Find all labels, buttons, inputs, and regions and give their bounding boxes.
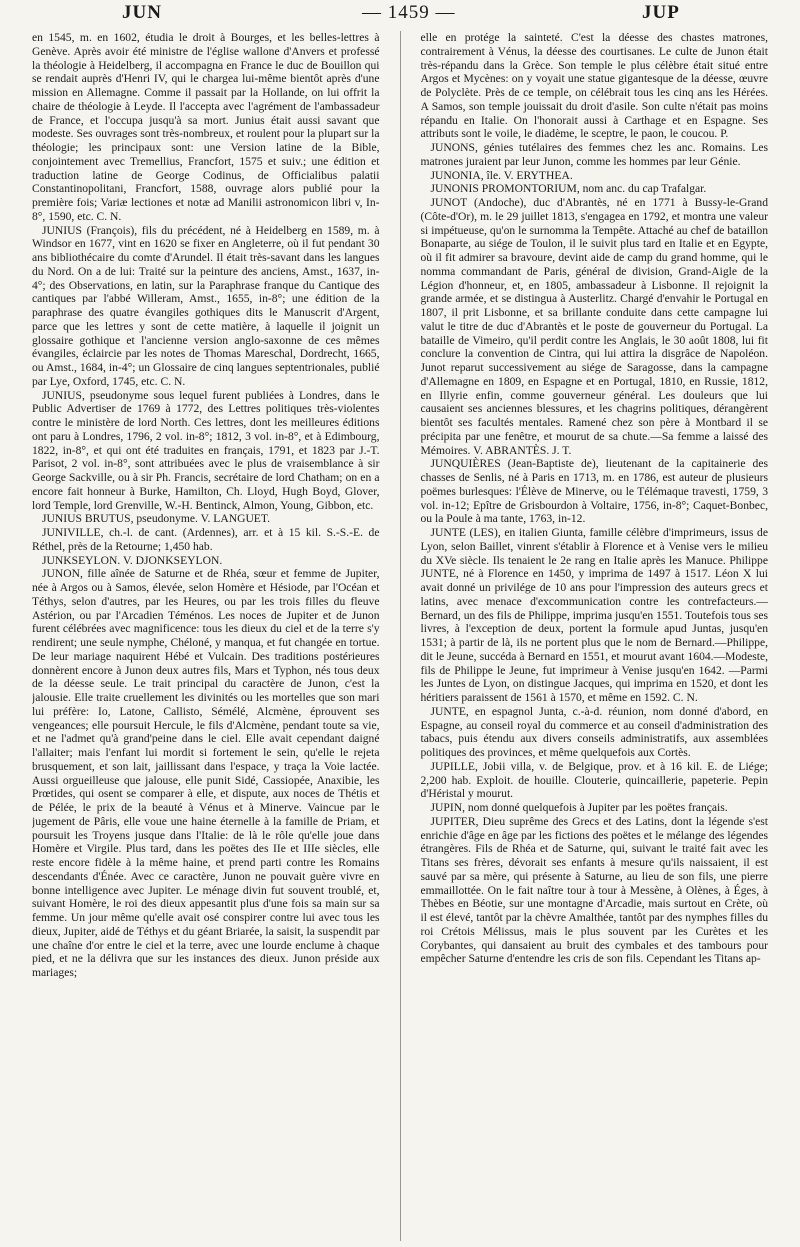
- two-column-body: [32, 31, 768, 1241]
- entry-paragraph: JUNONS, génies tutélaires des femmes chez les anc. Romains. Les matrones juraient par leur Junon, comme les hommes par leur Génie.: [420, 141, 768, 168]
- entry-paragraph: elle en protége la sainteté. C'est la déesse des chastes matrones, contrairement à Vénus, la déesse des courtisanes. Le culte de Junon était très-répandu dans la Grèce. Son temple le plus célèbre était situé entre Argos et Mycènes: on y voyait une statue gigantesque de la déesse, œuvre de Polyclète. Près de ce temple, on célébrait tous les cinq ans les Hérées. A Samos, son temple jouissait du droit d'asile. Son culte n'était pas moins répandu en Italie. On l'honorait aussi à Carthage et en Espagne. Ses attributs sont le voile, le diadème, le sceptre, le paon, le coucou. P.: [420, 31, 768, 141]
- entry-paragraph: JUNQUIÈRES (Jean-Baptiste de), lieutenant de la capitainerie des chasses de Senlis, né à Paris en 1713, m. en 1786, est auteur de plusieurs poëmes burlesques: l'Élève de Minerve, ou le Télémaque travesti, 1759, 3 vol. in-12; Epître de Grisbourdon à Voltaire, 1756, in-8°; Caquet-Bonbec, ou la Poule à ma tante, 1763, in-12.: [420, 457, 768, 526]
- entry-paragraph: JUNTE (LES), en italien Giunta, famille célèbre d'imprimeurs, issus de Lyon, selon Baillet, vinrent s'établir à Florence et à Venise vers le milieu du XVe siècle. Ils tenaient le 2e rang en Italie après les Manuce. Philippe JUNTE, né à Florence en 1450, y imprima de 1497 à 1517. Léon X lui avait donné un privilége de 10 ans pour l'impression des auteurs grecs et latins, avec menace d'excommunication contre les contrefacteurs.—Bernard, un des fils de Philippe, imprima jusqu'en 1551. Toutefois tous ses livres, à l'exception de deux, portent la formule apud Juntas, jusqu'en 1531; à partir de là, ils ne portent plus que le nom de Bernard.—Philippe, dit le Jeune, succéda à Bernard en 1551, et mourut avant 1604.—Modeste, fils de Philippe le Jeune, fut imprimeur à Venise jusqu'en 1642. —Parmi les Juntes de Lyon, on distingue Jacques, qui imprima en 1520, et dont les héritiers paraissent de 1561 à 1570, et même en 1592. C. N.: [420, 526, 768, 704]
- entry-paragraph: JUNON, fille aînée de Saturne et de Rhéa, sœur et femme de Jupiter, née à Argos ou à Samos, élevée, selon Homère et Hésiode, par l'Océan et Téthys, selon d'autres, par les Heures, ou par les trois filles du fleuve Astérion, ou par l'Arcadien Téménos. Les noces de Jupiter et de Junon furent célébrées avec magnificence: tous les dieux du ciel et de la terre s'y rendirent; une seule nymphe, Chéloné, y manqua, et fut changée en tortue. De leur mariage naquirent Hébé et Vulcain. Des traditions postérieures donnèrent encore à Junon deux autres fils, Mars et Typhon, nés tous deux de la déesse seule. Le trait principal du caractère de Junon, c'est la jalousie. Elle traite cruellement les divinités ou les mortelles que son mari lui préfère: Io, Latone, Callisto, Sémélé, Alcmène, éprouvent ses vengeances; elle poursuit Hercule, le fils d'Alcmène, pendant toute sa vie, et ne l'admet qu'à grand'peine dans le ciel. Elle avait cependant daigné l'allaiter; mais l'enfant lui mordit si fortement le sein, qu'elle le rejeta brusquement, et son lait, jaillissant dans l'espace, y traça la Voie lactée. Aussi orgueilleuse que jalouse, elle punit Sidé, Cassiopée, Anaxibie, les Prœtides, qui osent se comparer à elle, et dispute, aux noces de Thétis et de Pélée, le prix de la beauté à Vénus et à Minerve. Vaincue par le jugement de Pâris, elle voue une haine éternelle à la famille de Priam, et poursuit les Troyens jusque dans l'Italie: de là le rôle qu'elle joue dans Homère et Virgile. Plus tard, dans les poëtes des IIe et IIIe siècles, elle reste encore fidèle à la même haine, et prend parti contre les Romains descendants d'Énée. Avec ce caractère, Junon ne pouvait guère vivre en bonne intelligence avec Jupiter. Le ménage divin fut souvent troublé, et, suivant Homère, le roi des dieux appesantit plus d'une fois sa main sur sa femme. Un jour même qu'elle avait osé conspirer contre lui avec tous les dieux, Jupiter, aidé de Téthys et du géant Briarée, la saisit, la suspendit par une chaîne d'or entre le ciel et la terre, avec une lourde enclume à chaque pied, et ne la délivra que sur les instances des dieux. Junon préside aux mariages;: [32, 567, 380, 979]
- entry-paragraph: en 1545, m. en 1602, étudia le droit à Bourges, et les belles-lettres à Genève. Après avoir été ministre de l'église wallone d'Anvers et professé la théologie à Heidelberg, il accompagna en France le duc de Bouillon qui se rendait auprès d'Henri IV, qui le chargea lui-même bientôt après d'une mission en Allemagne. Comme il passait par la Hollande, on lui offrit la chaire de théologie à Leyde. Il l'accepta avec l'agrément de l'ambassadeur de France, et l'occupa jusqu'à sa mort. Junius était aussi savant que modeste. Ses ouvrages sont très-nombreux, et roulent pour la plupart sur la théologie; les principaux sont: une Version latine de la Bible, conjointement avec Tremellius, Francfort, 1575 et suiv.; une édition et traduction latine de George Codinus, de Officialibus palatii Constantinopolitani, Francfort, 1588, ouvrage alors publié pour la première fois; Variæ lectiones et notæ ad Manilii astronomicon libri v, In-8°, 1590, etc. C. N.: [32, 31, 380, 223]
- running-header: [32, 0, 768, 26]
- entry-paragraph: JUNIUS BRUTUS, pseudonyme. V. LANGUET.: [42, 512, 271, 526]
- entry-paragraph: JUNONIS PROMONTORIUM, nom anc. du cap Trafalgar.: [430, 182, 707, 196]
- entry-paragraph: JUNIUS, pseudonyme sous lequel furent publiées à Londres, dans le Public Advertiser de 1769 à 1772, des Lettres politiques très-violentes contre le ministère de lord North. Ces lettres, dont les meilleures éditions ont paru à Londres, 1796, 2 vol. in-8°; 1812, 3 vol. in-8°, et à Edimbourg, 1822, in-8°, et qui ont été traduites en français, 1791, et 1823 par J.-T. Parisot, 2 vol. in-8°, sont attribuées avec le plus de vraisemblance à sir George Sackville, ou à sir Ph. Francis, secrétaire de lord Chatham; on en a encore fait honneur à Burke, Hamilton, Ch. Lloyd, Hugh Boyd, Glover, lord Temple, lord Grenville, W.-H. Bentinck, Almon, Young, Gibbon, etc.: [32, 388, 380, 512]
- column-divider: [400, 31, 401, 1241]
- header-right-word: JUP: [642, 2, 680, 23]
- entry-paragraph: JUNKSEYLON. V. DJONKSEYLON.: [42, 553, 223, 567]
- header-left-word: JUN: [122, 2, 162, 23]
- entry-paragraph: JUPIN, nom donné quelquefois à Jupiter par les poëtes français.: [430, 801, 728, 814]
- page-number: — 1459 —: [362, 2, 456, 23]
- entry-paragraph: JUNOT (Andoche), duc d'Abrantès, né en 1771 à Bussy-le-Grand (Côte-d'Or), m. le 29 juillet 1813, s'engagea en 1792, et montra une valeur si impétueuse, qu'on le surnomma la Tempête. Attaché au chef de bataillon Bonaparte, au siége de Toulon, il le suivit plus tard en Italie et en Egypte, où il fit admirer sa bravoure, devint aide de camp du grand homme, qui le nomma commandant de Paris, général de division, Grand-Aigle de la Légion d'honneur, et, en 1805, ambassadeur à Lisbonne. Il rejoignit la grande armée, et se distingua à Austerlitz. Chargé d'envahir le Portugal en 1807, il prit Lisbonne, et sa brillante conduite dans cette campagne lui valut le titre de duc d'Abrantès et le poste de gouverneur du Portugal. La bataille de Vimeiro, qu'il perdit contre les Anglais, le 30 août 1808, lui fit conclure la convention de Cintra, qui lui attira la disgrâce de Napoléon. Junot reparut successivement au siége de Saragosse, dans la campagne d'Allemagne en 1809, en Espagne et en Portugal, 1810, en Russie, 1812, en Illyrie enfin, comme gouverneur général. Les douleurs que lui causaient ses anciennes blessures, et les chagrins politiques, dérangèrent bientôt ses facultés mentales. Ramené chez son père à Montbard il se précipita par une fenêtre, et mourut de sa chute.—Sa femme a laissé des Mémoires. V. ABRANTÈS. J. T.: [420, 196, 768, 457]
- entry-paragraph: JUPILLE, Jobii villa, v. de Belgique, prov. et à 16 kil. E. de Liége; 2,200 hab. Exploit. de houille. Clouterie, quincaillerie, papeterie. Pepin d'Héristal y mourut.: [420, 759, 768, 801]
- entry-paragraph: JUNIVILLE, ch.-l. de cant. (Ardennes), arr. et à 15 kil. S.-S.-E. de Réthel, près de la Retourne; 1,450 hab.: [32, 526, 380, 553]
- entry-paragraph: JUNONIA, île. V. ERYTHEA.: [430, 168, 573, 182]
- right-column: [421, 31, 769, 1241]
- entry-paragraph: JUPITER, Dieu suprême des Grecs et des Latins, dont la légende s'est enrichie d'âge en âge par les fictions des poëtes et le mélange des légendes étrangères. Fils de Rhéa et de Saturne, qui, suivant le traité fait avec les Titans ses frères, dévorait ses enfants à mesure qu'ils naissaient, il est sauvé par sa mère, qui présente à Saturne, au lieu de son fils, une pierre emmaillottée. On le fait naître tour à tour à Messène, à Olènes, à Éges, à Thèbes en Béotie, sur une montagne d'Arcadie, mais surtout en Crète, où il est élevé, tantôt par la chèvre Amalthée, tantôt par des nymphes filles du roi Crétois Mélissus, mais le plus souvent par les Curètes et les Corybantes, qui dansaient au bruit des cymbales et des tambours pour empêcher Saturne d'entendre les cris de son fils. Cependant les Titans ap-: [420, 814, 768, 966]
- left-column: [32, 31, 380, 1241]
- entry-paragraph: JUNIUS (François), fils du précédent, né à Heidelberg en 1589, m. à Windsor en 1677, vint en 1620 se fixer en Angleterre, où il fut pendant 30 ans bibliothécaire du comte d'Arundel. Il était très-savant dans les langues du Nord. On a de lui: Traité sur la peinture des anciens, Amst., 1637, in-4°; des Observations, en latin, sur la Paraphrase franque du Cantique des cantiques par l'abbé Willeram, Amst., 1655, in-8°; une édition de la paraphrase des quatre évangiles gothiques dits le Manuscrit d'Argent, parce que les lettres y sont de cette matière, à laquelle il joignit un glossaire gothique et l'ancienne version anglo-saxonne de ces mêmes évangiles, éclaircie par les notes de Thomas Mareschal, Dordrecht, 1665, ou Amst., 1684, in-4°; un Glossaire de cinq langues septentrionales, publié par Lye, Oxford, 1745, etc. C. N.: [32, 223, 380, 388]
- entry-paragraph: JUNTE, en espagnol Junta, c.-à-d. réunion, nom donné d'abord, en Espagne, au conseil royal du commerce et au conseil d'administration des tabacs, puis étendu aux divers conseils administratifs, aux assemblées politiques des provinces, et même quelquefois aux Cortès.: [420, 704, 768, 759]
